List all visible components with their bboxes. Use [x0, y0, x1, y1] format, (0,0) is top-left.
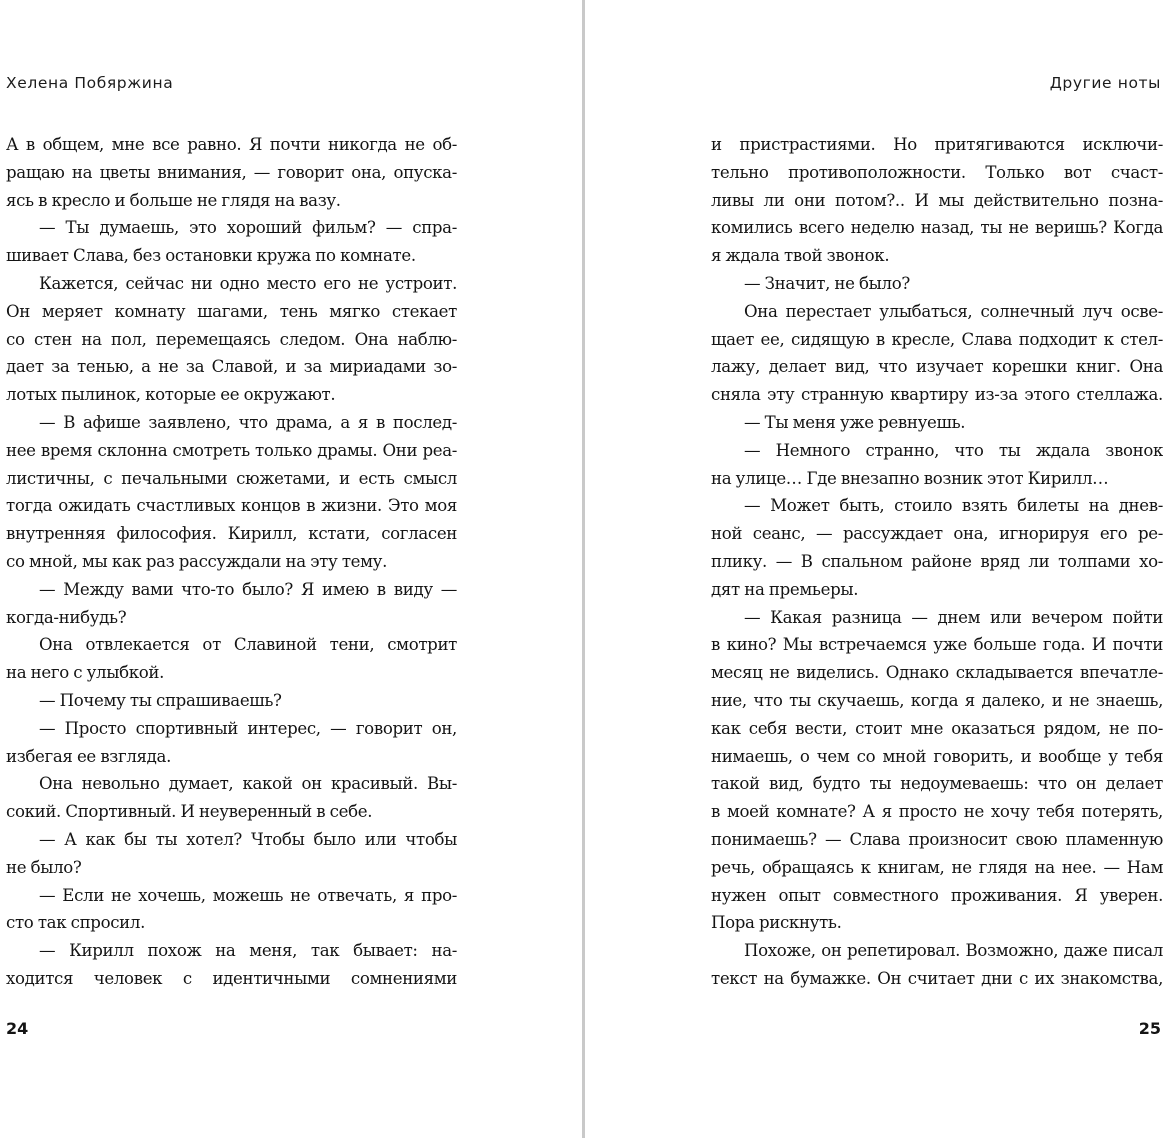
- text-line: нее время склонна смотреть только драмы. Они реа-: [6, 440, 457, 460]
- text-line: на него с улыбкой.: [6, 663, 165, 683]
- text-line: ливы ли они потом?.. И мы действительно позна-: [711, 190, 1163, 210]
- text-line: — Если не хочешь, можешь не отвечать, я про-: [39, 885, 457, 905]
- text-line: не было?: [6, 857, 82, 877]
- text-line: ние, что ты скучаешь, когда я далеко, и не знаешь,: [711, 690, 1163, 710]
- page-number-left: 24: [6, 1019, 29, 1038]
- text-line: нужен опыт совместного проживания. Я уверен.: [711, 885, 1163, 905]
- text-line: со мной, мы как раз рассуждали на эту тему.: [6, 551, 388, 571]
- text-line: речь, обращаясь к книгам, не глядя на нее. — Нам: [711, 857, 1163, 877]
- text-line: Она невольно думает, какой он красивый. Вы-: [39, 774, 457, 794]
- text-line: месяц не виделись. Однако складывается впечатле-: [711, 663, 1163, 683]
- text-line: — А как бы ты хотел? Чтобы было или чтобы: [39, 829, 457, 849]
- text-line: Кажется, сейчас ни одно место его не устроит.: [39, 273, 457, 293]
- text-line: плику. — В спальном районе вряд ли толпами хо-: [711, 551, 1163, 571]
- body-text-left: [6, 131, 457, 993]
- text-line: ходится человек с идентичными сомнениями: [6, 968, 457, 988]
- text-line: комились всего неделю назад, ты не веришь? Когда: [711, 218, 1163, 238]
- text-line: тельно противоположности. Только вот счаст-: [711, 162, 1163, 182]
- text-line: внутренняя философия. Кирилл, кстати, согласен: [6, 524, 457, 544]
- text-line: — В афише заявлено, что драма, а я в послед-: [39, 412, 457, 432]
- body-text-right: [711, 131, 1163, 993]
- text-line: понимаешь? — Слава произносит свою пламенную: [711, 829, 1163, 849]
- text-line: и пристрастиями. Но притягиваются исключи-: [711, 135, 1163, 154]
- text-line: ращаю на цветы внимания, — говорит она, опуска-: [6, 162, 457, 182]
- text-line: шивает Слава, без остановки кружа по комнате.: [6, 246, 416, 266]
- text-line: текст на бумажке. Он считает дни с их знакомства,: [711, 968, 1163, 988]
- text-line: в моей комнате? А я просто не хочу тебя потерять,: [711, 802, 1163, 822]
- text-line: — Почему ты спрашиваешь?: [39, 690, 282, 710]
- text-line: на улице… Где внезапно возник этот Кирилл…: [711, 468, 1109, 488]
- text-line: — Может быть, стоило взять билеты на днев-: [744, 496, 1163, 516]
- text-line: — Между вами что-то было? Я имею в виду —: [39, 579, 457, 599]
- text-line: — Значит, не было?: [744, 273, 910, 293]
- text-line: ясь в кресло и больше не глядя на вазу.: [6, 190, 341, 210]
- text-line: сняла эту странную квартиру из-за этого стеллажа.: [711, 385, 1163, 405]
- text-line: А в общем, мне все равно. Я почти никогда не об-: [6, 135, 457, 154]
- text-line: лотых пылинок, которые ее окружают.: [6, 385, 336, 405]
- text-line: избегая ее взгляда.: [6, 746, 171, 766]
- text-line: — Немного странно, что ты ждала звонок: [744, 440, 1163, 460]
- text-line: как себя вести, стоит мне оказаться рядом, не по-: [711, 718, 1163, 738]
- text-line: когда-нибудь?: [6, 607, 127, 627]
- text-line: со стен на пол, перемещаясь следом. Она наблю-: [6, 329, 457, 349]
- text-line: Она перестает улыбаться, солнечный луч осве-: [744, 301, 1163, 321]
- text-line: щает ее, сидящую в кресле, Слава подходит к стел-: [711, 329, 1163, 349]
- text-line: Он меряет комнату шагами, тень мягко стекает: [6, 301, 457, 321]
- text-line: сокий. Спортивный. И неуверенный в себе.: [6, 802, 373, 822]
- book-gutter: [582, 0, 585, 1138]
- text-line: лажу, делает вид, что изучает корешки книг. Она: [711, 357, 1163, 377]
- text-line: нимаешь, о чем со мной говорить, и вообще у тебя: [711, 746, 1163, 766]
- running-head-author: Хелена Побяржина: [6, 74, 174, 92]
- text-line: — Кирилл похож на меня, так бывает: на-: [39, 941, 457, 961]
- text-line: Пора рискнуть.: [711, 913, 842, 933]
- text-line: я ждала твой звонок.: [711, 246, 890, 266]
- text-line: Она отвлекается от Славиной тени, смотрит: [39, 635, 457, 655]
- text-line: дят на премьеры.: [711, 579, 859, 599]
- text-line: в кино? Мы встречаемся уже больше года. И почти: [711, 635, 1163, 655]
- text-line: Похоже, он репетировал. Возможно, даже писал: [744, 941, 1163, 961]
- text-line: дает за тенью, а не за Славой, и за мириадами зо-: [6, 357, 457, 377]
- right-page: [586, 0, 1171, 1138]
- page-number-right: 25: [1138, 1019, 1161, 1038]
- left-page: [0, 0, 582, 1138]
- text-line: ной сеанс, — рассуждает она, игнорируя его ре-: [711, 524, 1163, 544]
- text-line: такой вид, будто ты недоумеваешь: что он делает: [711, 774, 1163, 794]
- text-line: — Какая разница — днем или вечером пойти: [744, 607, 1163, 627]
- text-line: сто так спросил.: [6, 913, 145, 933]
- running-head-title: Другие ноты: [1049, 74, 1161, 92]
- text-line: — Просто спортивный интерес, — говорит он,: [39, 718, 457, 738]
- text-line: тогда ожидать счастливых концов в жизни. Это моя: [6, 496, 457, 516]
- text-line: листичны, с печальными сюжетами, и есть смысл: [6, 468, 457, 488]
- text-line: — Ты меня уже ревнуешь.: [744, 412, 966, 432]
- text-line: — Ты думаешь, это хороший фильм? — спра-: [39, 218, 457, 238]
